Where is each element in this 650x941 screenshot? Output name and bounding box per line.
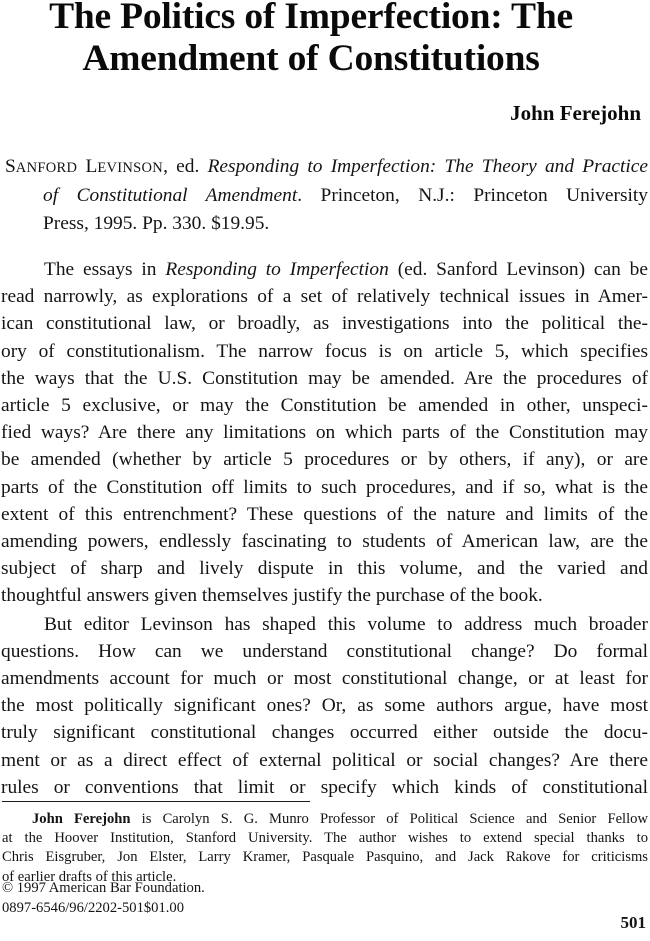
paragraph-line: article 5 exclusive, or may the Constitution be amended in other, unspeci- — [1, 395, 648, 417]
citation-line-3: Press, 1995. Pp. 330. $19.95. — [43, 213, 270, 234]
issn-line: 0897-6546/96/2202-501$01.00 — [2, 900, 185, 916]
citation-line-2 — [5, 182, 648, 210]
paragraph-1 — [1, 256, 648, 610]
paragraph-line: truly significant constitutional changes occurred either outside the docu- — [1, 722, 648, 744]
book-title-inline: Responding to Imperfection — [165, 259, 389, 280]
paragraph-line: fied ways? Are there any limitations on which parts of the Constitution may — [1, 422, 648, 444]
paragraph-line: questions. How can we understand constitutional change? Do formal — [1, 640, 648, 662]
footnote-text: is Carolyn S. G. Munro Professor of Political Science and Senior Fellow — [130, 811, 648, 827]
article-author: John Ferejohn — [510, 101, 641, 125]
author-footnote — [2, 810, 648, 887]
editor-first-initial: S — [5, 156, 16, 177]
copyright-line: © 1997 American Bar Foundation. — [2, 880, 205, 896]
book-title-line-1: Responding to Imperfection: The Theory and Practice — [207, 156, 648, 177]
paragraph-2 — [1, 611, 648, 801]
paragraph-line: ory of constitutionalism. The narrow focus is on article 5, which specifies — [1, 340, 648, 362]
editor-last-rest: EVINSON — [97, 160, 164, 176]
footnote-line — [2, 810, 648, 829]
editor-first-rest: ANFORD — [15, 160, 78, 176]
article-title-line-1: The Politics of Imperfection: The — [49, 0, 573, 37]
book-citation — [5, 153, 648, 238]
footnote-author: John Ferejohn — [32, 811, 131, 827]
paragraph-line: ment or as a direct effect of external political or social changes? Are there — [1, 749, 648, 771]
paragraph-line: the most politically significant ones? Or, as some authors argue, have most — [1, 695, 648, 717]
paragraph-line: extent of this entrenchment? These questions of the nature and limits of the — [1, 503, 648, 525]
footnote-divider — [2, 801, 310, 802]
text-run: (ed. Sanford Levinson) can be — [388, 259, 648, 280]
copyright-notice — [2, 878, 205, 918]
paragraph-line: ican constitutional law, or broadly, as investigations into the political the- — [1, 313, 648, 335]
paragraph-line: But editor Levinson has shaped this volume to address much broader — [44, 613, 648, 635]
article-body — [1, 256, 648, 801]
paragraph-line: subject of sharp and lively dispute in this volume, and the varied and — [1, 558, 648, 580]
paragraph-line: amendments account for much or most constitutional change, or at least for — [1, 668, 648, 690]
paragraph-line: parts of the Constitution off limits to such procedures, and if so, what is the — [1, 476, 648, 498]
footnote-line: of earlier drafts of this article. — [2, 868, 177, 885]
article-title — [0, 0, 622, 80]
footnote-line: Chris Eisgruber, Jon Elster, Larry Kramer, Pasquale Pasquino, and Jack Rakove for criticisms — [2, 849, 648, 866]
paragraph-line: be amended (whether by article 5 procedures or by others, if any), or are — [1, 449, 648, 471]
paragraph-line: amending powers, endlessly fascinating to students of American law, are the — [1, 531, 648, 553]
paragraph-line: thoughtful answers given themselves justify the purchase of the book. — [1, 585, 543, 607]
article-title-line-2: Amendment of Constitutions — [82, 38, 540, 79]
text-run: The essays in — [44, 259, 166, 280]
paragraph-line: read narrowly, as explorations of a set of relatively technical issues in Amer- — [1, 286, 648, 308]
citation-line-1 — [5, 153, 648, 182]
page-number: 501 — [620, 913, 646, 932]
book-title-line-2: of Constitutional Amendment — [43, 185, 298, 206]
footnote-line: at the Hoover Institution, Stanford University. The author wishes to extend special thanks to — [2, 830, 648, 847]
editor-last-initial: L — [85, 156, 98, 177]
paragraph-line — [1, 256, 648, 283]
paragraph-line: rules or conventions that limit or specify which kinds of constitutional — [1, 776, 648, 798]
publisher-line-2: . Princeton, N.J.: Princeton University — [297, 185, 648, 206]
paragraph-line: the ways that the U.S. Constitution may be amended. Are the procedures of — [1, 367, 648, 389]
editor-suffix: , ed. — [163, 156, 200, 177]
